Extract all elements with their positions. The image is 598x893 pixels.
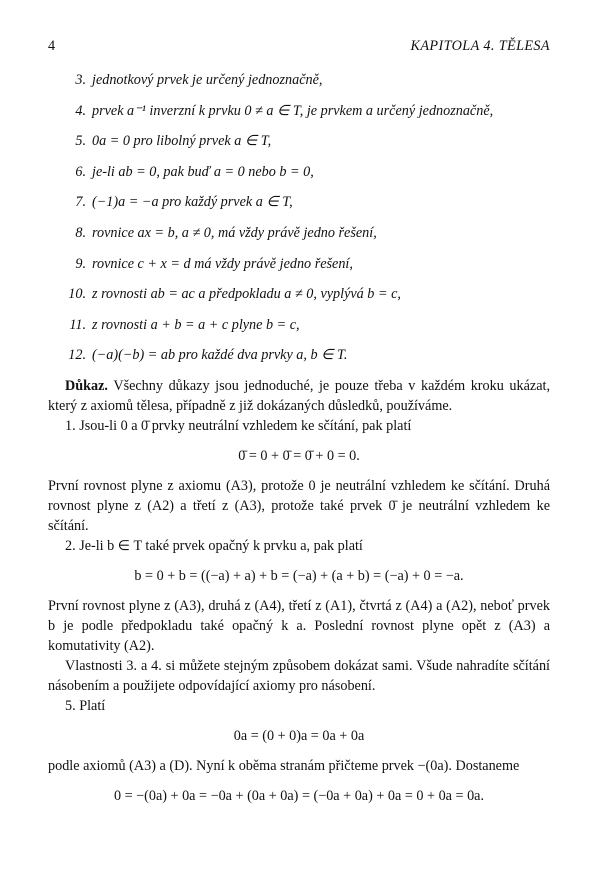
paragraph: První rovnost plyne z (A3), druhá z (A4), třetí z (A1), čtvrtá z (A4) a (A2), neboť prvek b je podle předpokladu také opačný k a. Poslední rovnost plyne opět z (A3) a komutativity (A2). (48, 597, 550, 654)
list-item (48, 284, 550, 315)
item-text: rovnice ax = b, a ≠ 0, má vždy právě jedno řešení, (92, 224, 377, 241)
proof-intro-text: Všechny důkazy jsou jednoduché, je pouze třeba v každém kroku ukázat, který z axiomů tělesa, případně z již dokázaných důsledků, používáme. (48, 377, 550, 414)
proof-step: 2. Je-li b ∈ T také prvek opačný k prvku a, pak platí (65, 537, 363, 554)
list-item (48, 101, 550, 132)
equation: 0a = (0 + 0)a = 0a + 0a (233, 727, 365, 744)
paragraph: Vlastnosti 3. a 4. si můžete stejným způsobem dokázat sami. Všude nahradíte sčítání násobením a použijete odpovídající axiomy pro násobení. (48, 657, 550, 694)
document-page (48, 36, 550, 816)
item-text: (−1)a = −a pro každý prvek a ∈ T, (92, 194, 293, 211)
item-number: 11. (69, 316, 86, 333)
page-number: 4 (48, 38, 56, 54)
paragraph: podle axiomů (A3) a (D). Nyní k oběma stranám přičteme prvek −(0a). Dostaneme (48, 757, 520, 774)
item-text: prvek a⁻¹ inverzní k prvku 0 ≠ a ∈ T, je prvkem a určený jednoznačně, (92, 102, 494, 119)
list-item (48, 315, 550, 346)
proof-intro (48, 376, 550, 416)
property-list (48, 70, 550, 376)
item-number: 9. (75, 255, 86, 272)
item-text: rovnice c + x = d má vždy právě jedno řešení, (92, 255, 353, 272)
list-item (48, 254, 550, 285)
proof-section (48, 376, 550, 806)
equation: b = 0 + b = ((−a) + a) + b = (−a) + (a + b) = (−a) + 0 = −a. (134, 567, 464, 584)
proof-step: 5. Platí (65, 697, 106, 714)
item-text: jednotkový prvek je určený jednoznačně, (92, 72, 323, 88)
item-number: 12. (68, 347, 86, 364)
list-item (48, 70, 550, 101)
item-text: 0a = 0 pro libolný prvek a ∈ T, (92, 133, 272, 150)
running-header (48, 36, 550, 58)
item-number: 8. (75, 224, 86, 241)
item-number: 3. (75, 72, 86, 88)
proof-step: 1. Jsou-li 0 a 0̄ prvky neutrální vzhledem ke sčítání, pak platí (65, 417, 412, 434)
equation: 0 = −(0a) + 0a = −0a + (0a + 0a) = (−0a + 0a) + 0a = 0 + 0a = 0a. (113, 787, 485, 804)
item-number: 4. (75, 102, 86, 119)
list-item (48, 223, 550, 254)
item-text: (−a)(−b) = ab pro každé dva prvky a, b ∈ T. (92, 347, 348, 364)
item-text: z rovnosti ab = ac a předpokladu a ≠ 0, vyplývá b = c, (92, 286, 401, 303)
item-number: 5. (75, 133, 86, 150)
list-item (48, 131, 550, 162)
item-number: 6. (75, 163, 86, 180)
paragraph: První rovnost plyne z axiomu (A3), protože 0 je neutrální vzhledem ke sčítání. Druhá rovnost plyne z (A2) a třetí z (A3), protože také prvek 0̄ je neutrální vzhledem ke sčítání. (48, 477, 550, 534)
proof-heading: Důkaz. (65, 377, 108, 394)
equation: 0̄ = 0 + 0̄ = 0̄ + 0 = 0. (238, 447, 360, 464)
item-text: je-li ab = 0, pak buď a = 0 nebo b = 0, (92, 163, 314, 180)
chapter-title: KAPITOLA 4. TĚLESA (410, 38, 550, 54)
item-number: 7. (75, 194, 86, 211)
list-item (48, 192, 550, 223)
list-item (48, 345, 550, 376)
item-number: 10. (68, 286, 86, 303)
item-text: z rovnosti a + b = a + c plyne b = c, (92, 316, 300, 333)
list-item (48, 162, 550, 193)
